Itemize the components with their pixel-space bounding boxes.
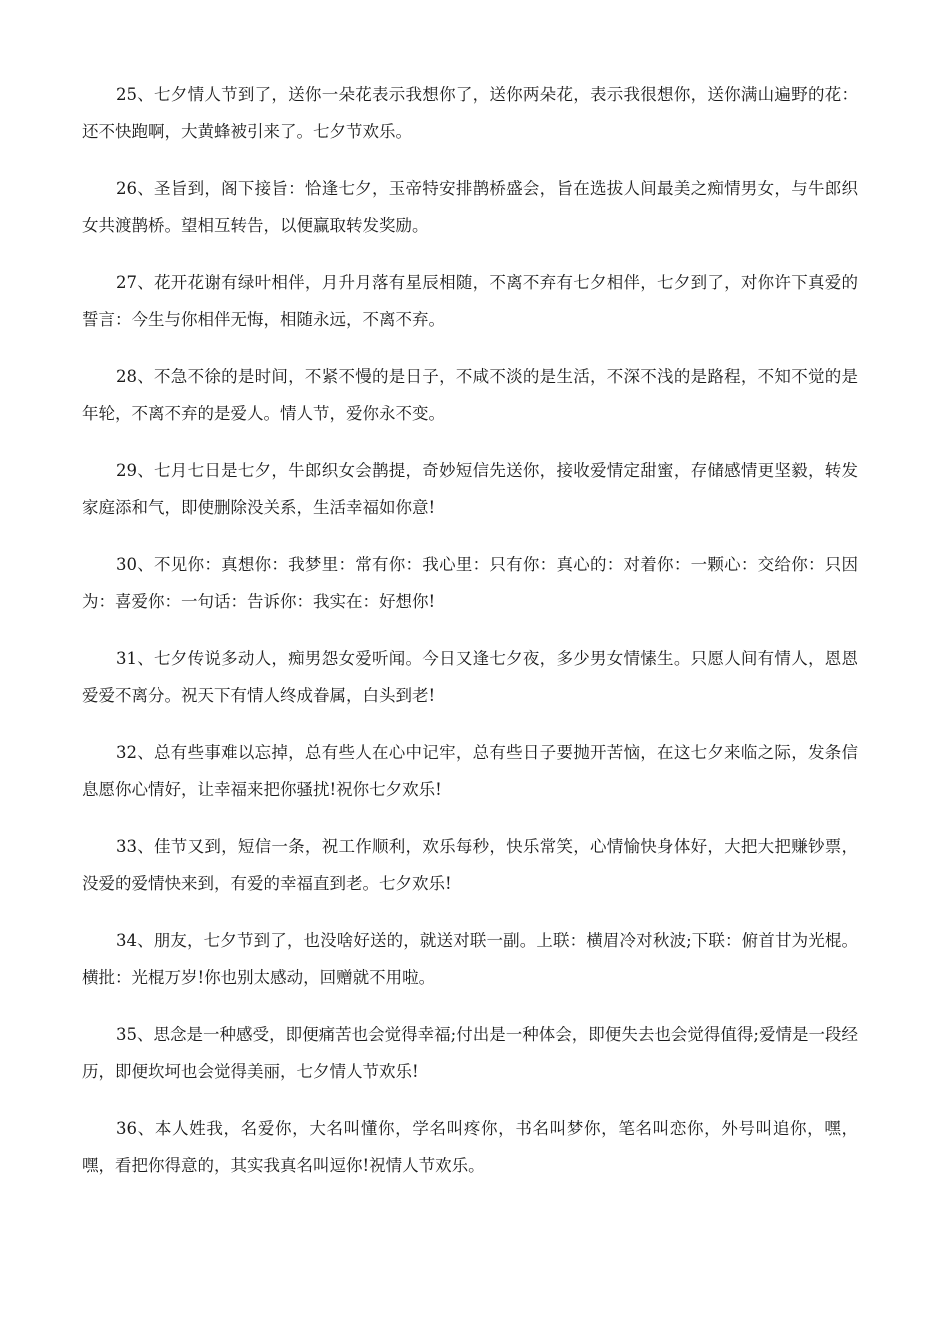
paragraph-35: 35、思念是一种感受，即便痛苦也会觉得幸福;付出是一种体会，即便失去也会觉得值得;爱情是一段经历，即便坎坷也会觉得美丽，七夕情人节欢乐! [82,1025,858,1081]
paragraph-26: 26、圣旨到，阁下接旨：恰逢七夕，玉帝特安排鹊桥盛会，旨在选拔人间最美之痴情男女，与牛郎织女共渡鹊桥。望相互转告，以便赢取转发奖励。 [82,179,858,235]
paragraph-29: 29、七月七日是七夕，牛郎织女会鹊提，奇妙短信先送你，接收爱情定甜蜜，存储感情更坚毅，转发家庭添和气，即使删除没关系，生活幸福如你意! [82,461,858,517]
paragraph-27: 27、花开花谢有绿叶相伴，月升月落有星辰相随，不离不弃有七夕相伴，七夕到了，对你许下真爱的誓言：今生与你相伴无悔，相随永远，不离不弃。 [82,273,858,329]
document-body [82,76,858,1204]
paragraph-33: 33、佳节又到，短信一条，祝工作顺利，欢乐每秒，快乐常笑，心情愉快身体好，大把大把赚钞票，没爱的爱情快来到，有爱的幸福直到老。七夕欢乐! [82,837,858,893]
paragraph-28: 28、不急不徐的是时间，不紧不慢的是日子，不咸不淡的是生活，不深不浅的是路程，不知不觉的是年轮，不离不弃的是爱人。情人节，爱你永不变。 [82,367,858,423]
paragraph-32: 32、总有些事难以忘掉，总有些人在心中记牢，总有些日子要抛开苦恼，在这七夕来临之际，发条信息愿你心情好，让幸福来把你骚扰!祝你七夕欢乐! [82,743,858,799]
paragraph-31: 31、七夕传说多动人，痴男怨女爱听闻。今日又逢七夕夜，多少男女情愫生。只愿人间有情人，恩恩爱爱不离分。祝天下有情人终成眷属，白头到老! [82,649,858,705]
paragraph-25: 25、七夕情人节到了，送你一朵花表示我想你了，送你两朵花，表示我很想你，送你满山遍野的花：还不快跑啊，大黄蜂被引来了。七夕节欢乐。 [82,85,858,141]
paragraph-34: 34、朋友，七夕节到了，也没啥好送的，就送对联一副。上联：横眉冷对秋波;下联：俯首甘为光棍。横批：光棍万岁!你也别太感动，回赠就不用啦。 [82,931,858,987]
paragraph-30: 30、不见你：真想你：我梦里：常有你：我心里：只有你：真心的：对着你：一颗心：交给你：只因为：喜爱你：一句话：告诉你：我实在：好想你! [82,555,858,611]
paragraph-36: 36、本人姓我，名爱你，大名叫懂你，学名叫疼你，书名叫梦你，笔名叫恋你，外号叫追你，嘿，嘿，看把你得意的，其实我真名叫逗你!祝情人节欢乐。 [82,1119,858,1175]
